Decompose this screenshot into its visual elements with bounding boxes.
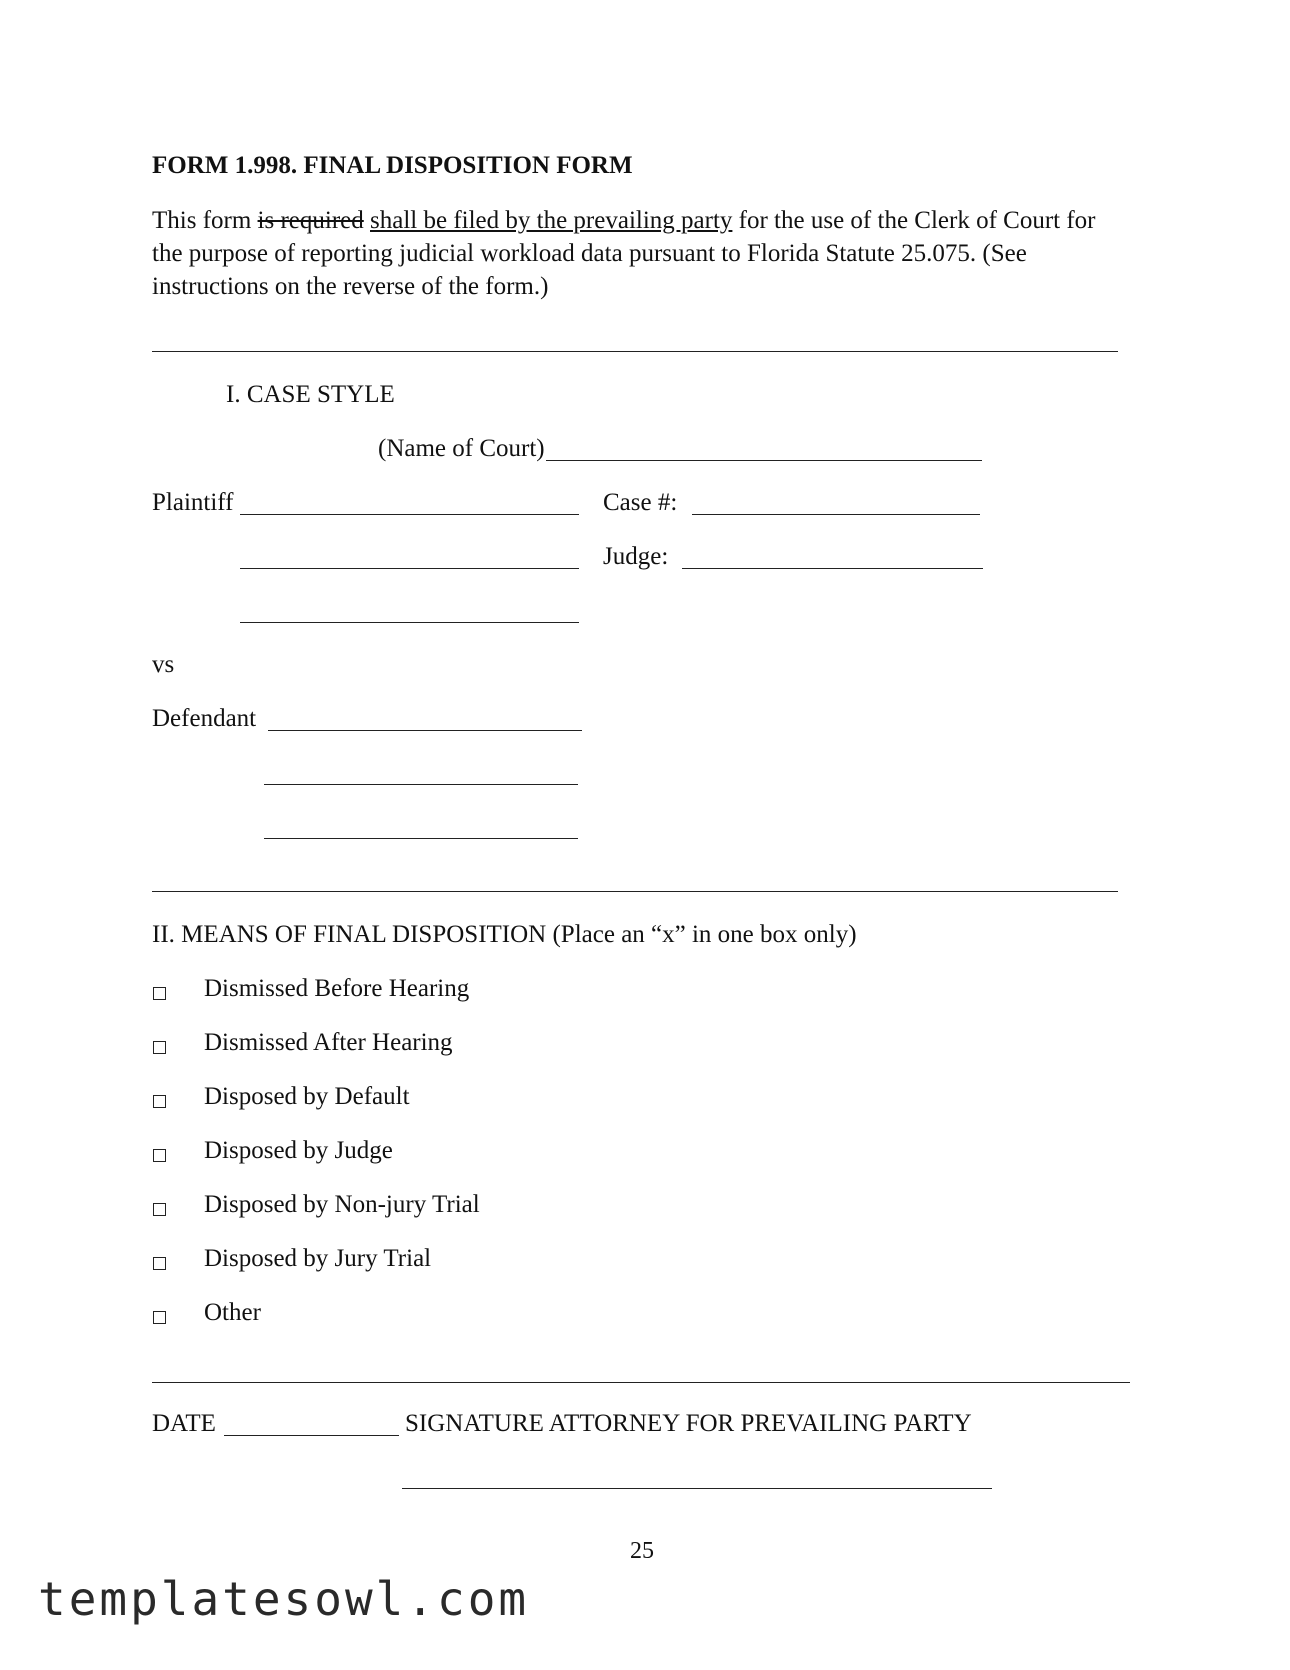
- checkbox-disposed-by-default[interactable]: [153, 1095, 166, 1108]
- defendant-field-1[interactable]: [268, 730, 582, 731]
- plaintiff-field-1[interactable]: [240, 514, 579, 515]
- signature-label: SIGNATURE ATTORNEY FOR PREVAILING PARTY: [405, 1410, 972, 1437]
- court-name-label: (Name of Court): [378, 435, 545, 462]
- option-disposed-by-default: Disposed by Default: [204, 1083, 410, 1110]
- divider: [152, 351, 1118, 352]
- watermark-text: templatesowl.com: [38, 1572, 530, 1626]
- judge-label: Judge:: [603, 543, 669, 570]
- intro-underlined-text: shall be filed by the prevailing party: [370, 207, 733, 234]
- plaintiff-field-3[interactable]: [240, 622, 579, 623]
- option-dismissed-before-hearing: Dismissed Before Hearing: [204, 975, 470, 1002]
- defendant-label: Defendant: [152, 705, 257, 732]
- intro-struck-text: is required: [257, 207, 364, 234]
- divider: [152, 891, 1118, 892]
- divider: [152, 1382, 1130, 1383]
- checkbox-disposed-by-judge[interactable]: [153, 1149, 166, 1162]
- checkbox-other[interactable]: [153, 1311, 166, 1324]
- case-number-field[interactable]: [692, 514, 980, 515]
- defendant-field-3[interactable]: [264, 838, 578, 839]
- checkbox-disposed-by-non-jury-trial[interactable]: [153, 1203, 166, 1216]
- option-disposed-by-judge: Disposed by Judge: [204, 1137, 393, 1164]
- intro-paragraph: [152, 204, 1132, 303]
- checkbox-dismissed-before-hearing[interactable]: [153, 987, 166, 1000]
- checkbox-disposed-by-jury-trial[interactable]: [153, 1257, 166, 1270]
- option-dismissed-after-hearing: Dismissed After Hearing: [204, 1029, 453, 1056]
- page-number: 25: [630, 1538, 654, 1564]
- intro-prefix: This form: [152, 207, 258, 234]
- date-field[interactable]: [224, 1435, 399, 1436]
- signature-field[interactable]: [402, 1488, 992, 1489]
- plaintiff-label: Plaintiff: [152, 489, 234, 516]
- case-style-heading: I. CASE STYLE: [226, 381, 395, 408]
- case-number-label: Case #:: [603, 489, 678, 516]
- checkbox-dismissed-after-hearing[interactable]: [153, 1041, 166, 1054]
- option-disposed-by-non-jury-trial: Disposed by Non-jury Trial: [204, 1191, 480, 1218]
- intro-suffix: for the use of the Clerk of Court for the purpose of reporting judicial workload data pursuant to Florida Statute 25.075. (See instructions on the reverse of the form.): [152, 207, 1096, 300]
- vs-label: vs: [152, 651, 175, 678]
- defendant-field-2[interactable]: [264, 784, 578, 785]
- plaintiff-field-2[interactable]: [240, 568, 579, 569]
- date-label: DATE: [152, 1410, 216, 1437]
- disposition-heading: II. MEANS OF FINAL DISPOSITION (Place an “x” in one box only): [152, 921, 857, 948]
- judge-field[interactable]: [682, 568, 983, 569]
- form-title: FORM 1.998. FINAL DISPOSITION FORM: [152, 152, 633, 179]
- option-disposed-by-jury-trial: Disposed by Jury Trial: [204, 1245, 432, 1272]
- option-other: Other: [204, 1299, 261, 1326]
- court-name-field[interactable]: [546, 460, 982, 461]
